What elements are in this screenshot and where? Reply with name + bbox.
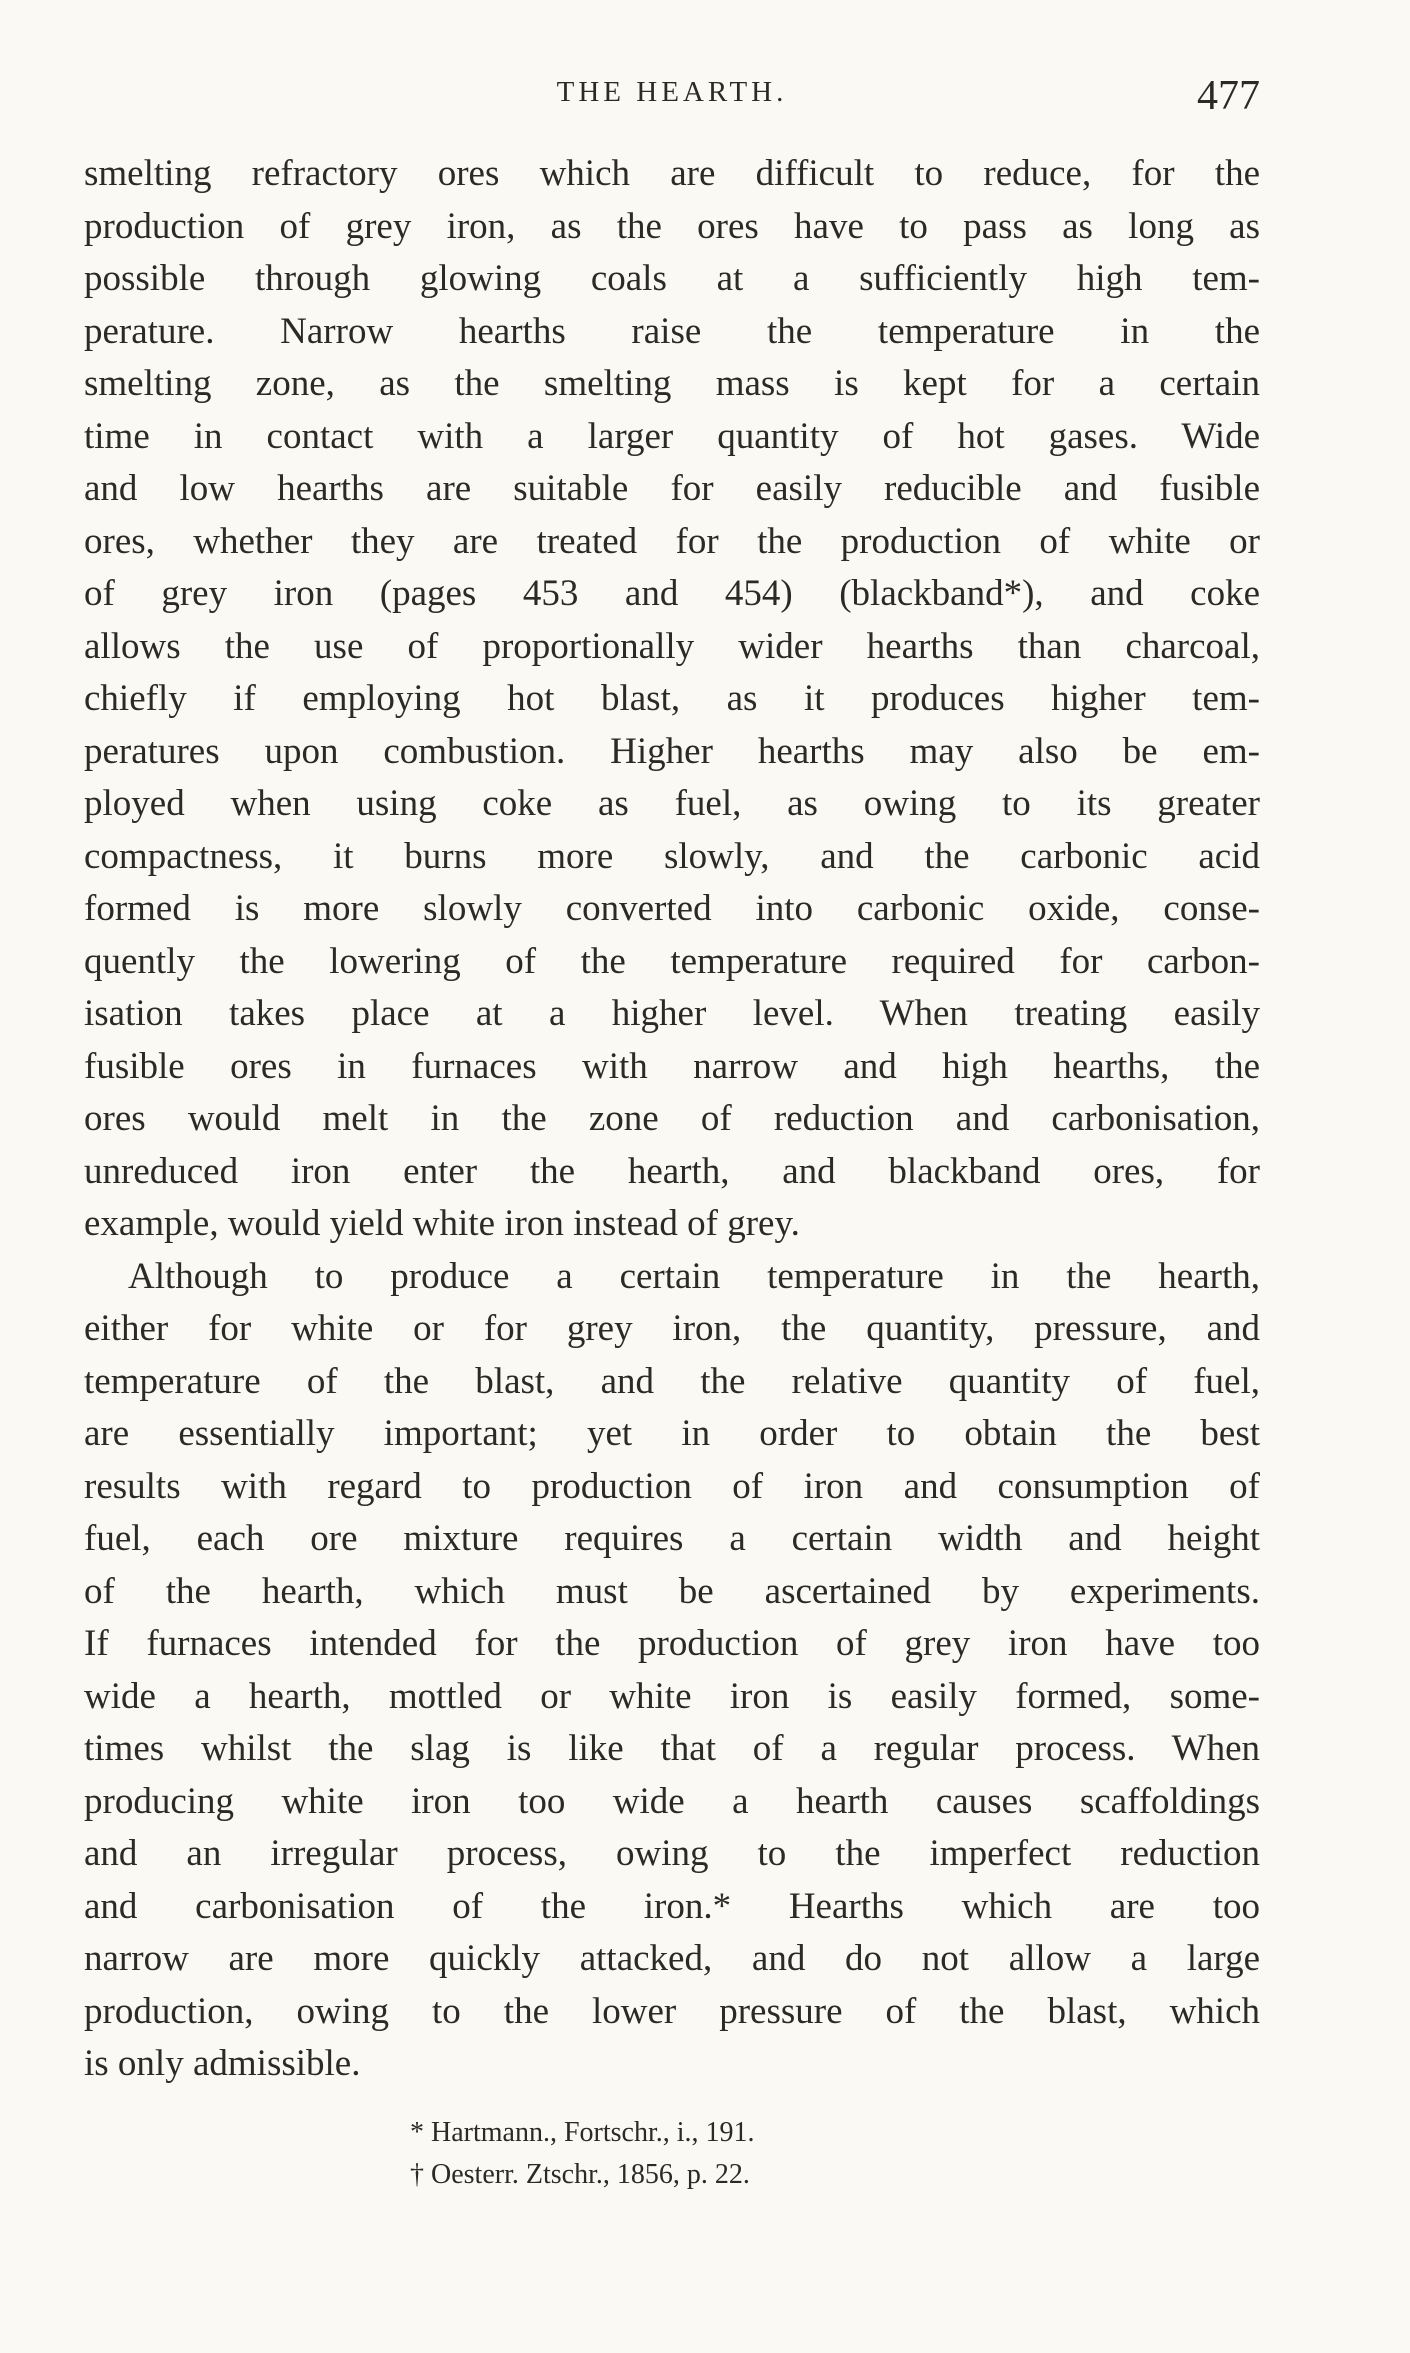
text-line: peratures upon combustion. Higher hearths may also be em- bbox=[84, 730, 1260, 772]
text-line: chiefly if employing hot blast, as it produces higher tem- bbox=[84, 678, 1260, 719]
text-line: time in contact with a larger quantity of hot gases. Wide bbox=[84, 415, 1260, 457]
text-line: ores, whether they are treated for the production of white or bbox=[84, 520, 1260, 562]
text-line: production, owing to the lower pressure of the blast, which bbox=[84, 1990, 1260, 2032]
text-line: producing white iron too wide a hearth causes scaffoldings bbox=[84, 1780, 1260, 1822]
text-line: unreduced iron enter the hearth, and blackband ores, for bbox=[84, 1150, 1260, 1192]
text-line: and an irregular process, owing to the imperfect reduction bbox=[84, 1833, 1260, 1874]
text-line: compactness, it burns more slowly, and the carbonic acid bbox=[84, 835, 1260, 877]
running-head bbox=[84, 72, 1260, 132]
text-line: either for white or for grey iron, the quantity, pressure, and bbox=[84, 1308, 1260, 1349]
text-line: ores would melt in the zone of reduction and carbonisation, bbox=[84, 1098, 1260, 1139]
text-line: and low hearths are suitable for easily reducible and fusible bbox=[84, 468, 1260, 509]
text-line: allows the use of proportionally wider hearths than charcoal, bbox=[84, 625, 1260, 667]
text-line: fusible ores in furnaces with narrow and high hearths, the bbox=[84, 1045, 1260, 1087]
text-line: results with regard to production of iron and consumption of bbox=[84, 1465, 1260, 1507]
running-title: THE HEARTH. bbox=[556, 76, 788, 108]
page-number: 477 bbox=[1197, 73, 1260, 119]
text-line: are essentially important; yet in order to obtain the best bbox=[84, 1413, 1260, 1454]
paragraph-end-line: is only admissible. bbox=[84, 2043, 361, 2084]
text-line: smelting zone, as the smelting mass is kept for a certain bbox=[84, 363, 1260, 404]
text-line: If furnaces intended for the production of grey iron have too bbox=[84, 1623, 1260, 1664]
text-line: of the hearth, which must be ascertained by experiments. bbox=[84, 1570, 1260, 1612]
text-line: ployed when using coke as fuel, as owing to its greater bbox=[84, 783, 1260, 824]
text-line: fuel, each ore mixture requires a certain width and height bbox=[84, 1518, 1260, 1559]
paragraph-end-line: example, would yield white iron instead of grey. bbox=[84, 1203, 800, 1244]
paragraph-start-line: Although to produce a certain temperature in the hearth, bbox=[128, 1255, 1260, 1297]
body-text bbox=[84, 148, 1260, 2091]
text-line: and carbonisation of the iron.* Hearths which are too bbox=[84, 1885, 1260, 1927]
footnotes bbox=[84, 2112, 1260, 2196]
text-line: of grey iron (pages 453 and 454) (blackband*), and coke bbox=[84, 573, 1260, 614]
footnote: * Hartmann., Fortschr., i., 191. bbox=[410, 2117, 755, 2148]
text-line: wide a hearth, mottled or white iron is easily formed, some- bbox=[84, 1675, 1260, 1717]
text-line: quently the lowering of the temperature required for carbon- bbox=[84, 940, 1260, 982]
text-line: possible through glowing coals at a sufficiently high tem- bbox=[84, 258, 1260, 299]
text-line: smelting refractory ores which are difficult to reduce, for the bbox=[84, 153, 1260, 194]
text-line: production of grey iron, as the ores have to pass as long as bbox=[84, 205, 1260, 247]
text-line: isation takes place at a higher level. When treating easily bbox=[84, 993, 1260, 1034]
text-line: narrow are more quickly attacked, and do not allow a large bbox=[84, 1938, 1260, 1979]
text-line: formed is more slowly converted into carbonic oxide, conse- bbox=[84, 888, 1260, 929]
text-line: perature. Narrow hearths raise the temperature in the bbox=[84, 310, 1260, 352]
text-line: times whilst the slag is like that of a regular process. When bbox=[84, 1728, 1260, 1769]
footnote: † Oesterr. Ztschr., 1856, p. 22. bbox=[410, 2159, 750, 2190]
text-line: temperature of the blast, and the relative quantity of fuel, bbox=[84, 1360, 1260, 1402]
